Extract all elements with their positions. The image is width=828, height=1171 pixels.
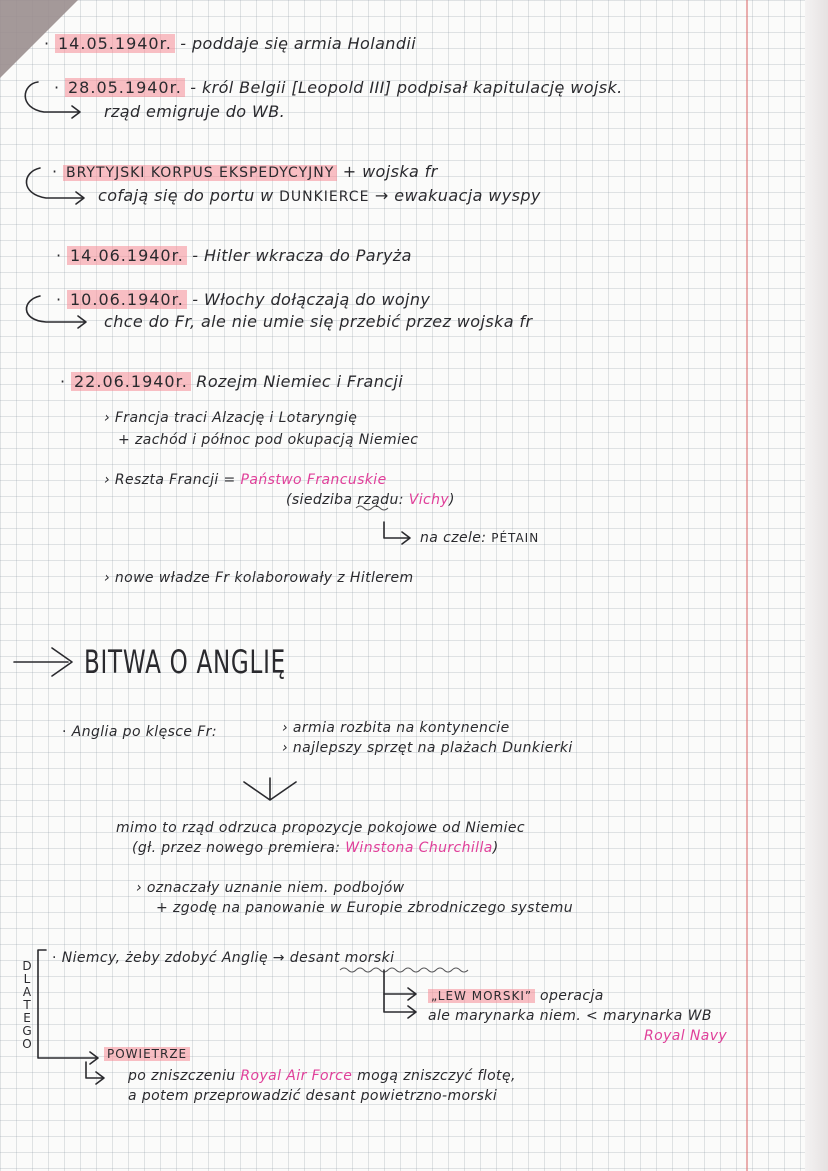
line-text: ): [492, 840, 499, 856]
line-air: [104, 1044, 190, 1064]
line-navy-comparison: ale marynarka niem. < marynarka WB: [428, 1008, 712, 1024]
french-state-pink: Państwo Francuskie: [240, 472, 387, 488]
vichy-pink: Vichy: [408, 492, 450, 508]
line-holland: [44, 34, 416, 54]
line-belgium: [54, 78, 623, 98]
line-petain: [420, 528, 539, 548]
line-text: Anglia po klęsce Fr:: [71, 724, 217, 740]
line-vichy: [286, 490, 455, 510]
line-dunkirk: [98, 186, 541, 207]
line-alsace: › Francja traci Alzację i Lotaryngię: [104, 410, 358, 426]
line-consent: + zgodę na panowanie w Europie zbrodniczego systemu: [156, 900, 574, 916]
date-highlight: 28.05.1940r.: [65, 78, 185, 97]
line-occupation: + zachód i północ pod okupacją Niemiec: [118, 432, 419, 448]
line-italy: [56, 290, 430, 310]
line-text: mogą zniszczyć flotę,: [352, 1068, 516, 1084]
corps-highlight: BRYTYJSKI KORPUS EKSPEDYCYJNY: [63, 165, 337, 181]
line-army-destroyed: › armia rozbita na kontynencie: [282, 720, 510, 736]
line-text: ): [449, 492, 455, 508]
bullet: ·: [52, 950, 57, 966]
royal-navy-pink: Royal Navy: [644, 1028, 728, 1044]
line-recognition: › oznaczały uznanie niem. podbojów: [136, 880, 405, 896]
line-text: na czele:: [420, 530, 492, 546]
line-sea-landing: [52, 948, 394, 968]
bullet: ·: [62, 724, 67, 740]
line-text: - Hitler wkracza do Paryża: [186, 246, 412, 265]
date-highlight: 10.06.1940r.: [67, 290, 187, 309]
churchill-pink: Winstona Churchilla: [345, 840, 493, 856]
line-text: (siedziba rządu:: [286, 492, 409, 508]
sea-lion-highlight: „LEW MORSKI”: [428, 989, 535, 1003]
line-text: (gł. przez nowego premiera:: [132, 840, 346, 856]
date-highlight: 14.06.1940r.: [67, 246, 187, 265]
bullet: ·: [44, 34, 50, 53]
line-rest-of-france: [104, 470, 387, 490]
line-sea-lion: [428, 986, 604, 1006]
bullet: ·: [52, 162, 58, 181]
line-collaboration: › nowe władze Fr kolaborowały z Hitlerem: [104, 570, 414, 586]
date-highlight: 22.06.1940r.: [71, 372, 191, 391]
line-text: - król Belgii [Leopold III] podpisał kapitulację wojsk.: [184, 78, 623, 97]
line-text: cofają się do portu w: [98, 186, 280, 205]
line-italy-detail: chce do Fr, ale nie umie się przebić przez wojska fr: [104, 312, 533, 331]
line-text: - Włochy dołączają do wojny: [186, 290, 431, 309]
section-heading: BITWA O ANGLIĘ: [84, 643, 286, 681]
line-text: Rozejm Niemiec i Francji: [190, 372, 404, 391]
bullet: ·: [56, 246, 62, 265]
dunkirk-caps: DUNKIERCE: [279, 189, 370, 205]
petain-caps: PÉTAIN: [491, 531, 540, 545]
line-raf: [128, 1066, 516, 1086]
line-churchill: [132, 838, 499, 858]
line-armistice: [60, 372, 403, 392]
air-highlight: POWIETRZE: [104, 1047, 190, 1061]
bullet: ·: [56, 290, 62, 309]
line-text: › Reszta Francji =: [104, 472, 241, 488]
margin-line: [746, 0, 748, 1171]
vertical-label: DLATEGO: [22, 959, 32, 1051]
line-text: po zniszczeniu: [128, 1068, 241, 1084]
line-text: - poddaje się armia Holandii: [174, 34, 417, 53]
line-government-emigrates: rząd emigruje do WB.: [104, 102, 286, 121]
line-england-after-france: [62, 722, 217, 742]
line-peace-rejected: mimo to rząd odrzuca propozycje pokojowe od Niemiec: [116, 820, 526, 836]
line-equipment-dunkirk: › najlepszy sprzęt na plażach Dunkierki: [282, 740, 573, 756]
line-text: Niemcy, żeby zdobyć Anglię → desant morski: [61, 950, 395, 966]
raf-pink: Royal Air Force: [240, 1068, 353, 1084]
line-expeditionary-corps: [52, 162, 438, 183]
line-air-sea-landing: a potem przeprowadzić desant powietrzno-morski: [128, 1088, 498, 1104]
bullet: ·: [54, 78, 60, 97]
date-highlight: 14.05.1940r.: [55, 34, 175, 53]
line-text: operacja: [535, 988, 604, 1004]
bullet: ·: [60, 372, 66, 391]
page-edge: [805, 0, 828, 1171]
line-paris: [56, 246, 412, 266]
line-text: → ewakuacja wyspy: [369, 186, 541, 205]
line-text: + wojska fr: [337, 162, 438, 181]
